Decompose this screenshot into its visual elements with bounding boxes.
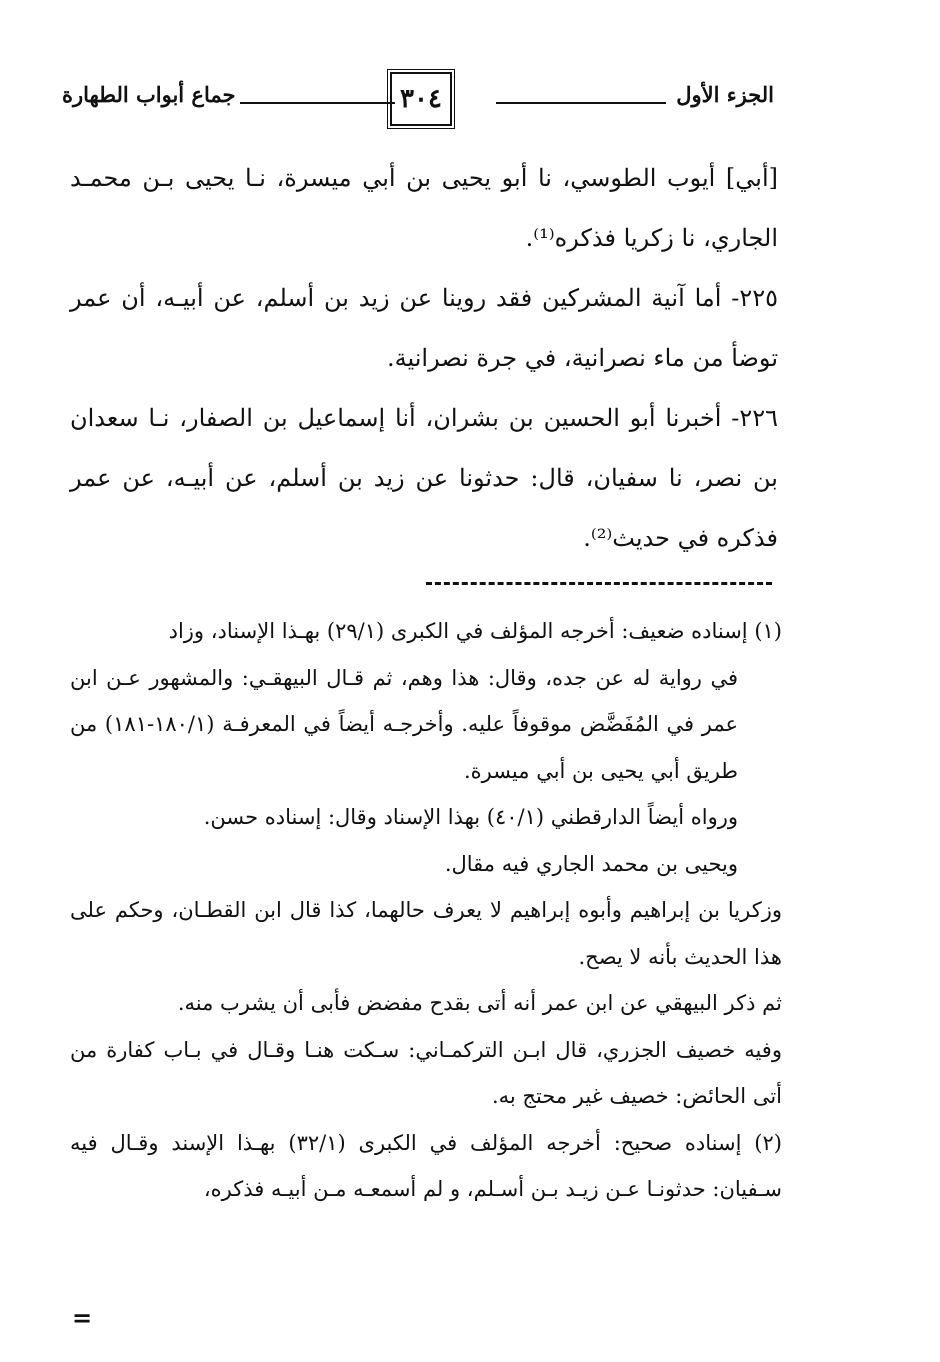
header-rule	[496, 102, 666, 104]
header-rule	[240, 102, 395, 104]
paragraph: ٢٢٥- أما آنية المشركين فقد روينا عن زيد بن أسلم، عن أبيـه، أن عمر توضأ من ماء نصرانية، في جرة نصرانية.	[70, 284, 778, 372]
paragraph: [أبي] أيوب الطوسي، نا أبو يحيى بن أبي ميسرة، نـا يحيى بـن محمـد الجاري، نا زكريا فذكره⁽¹⁾.	[70, 164, 778, 252]
footnote-paragraph: ثم ذكر البيهقي عن ابن عمر أنه أتى بقدح مفضض فأبى أن يشرب منه.	[177, 991, 782, 1015]
continuation-mark: =	[72, 1303, 93, 1332]
footnote-paragraph: في رواية له عن جده، وقال: هذا وهم، ثم قـال البيهقـي: والمشهور عـن ابن عمر في المُفَضَّض موقوفاً عليه. وأخرجـه أيضاً في المعرفـة (١٨٠/١-١٨١) من طريق أبي يحيى بن أبي ميسرة.	[70, 665, 738, 783]
footnote-paragraph: وزكريا بن إبراهيم وأبوه إبراهيم لا يعرف حالهما، كذا قال ابن القطـان، وحكم على هذا الحديث بأنه لا يصح.	[70, 898, 782, 969]
footnotes	[70, 608, 782, 1213]
footnote-paragraph: (١) إسناده ضعيف: أخرجه المؤلف في الكبرى (٢٩/١) بهـذا الإسناد، وزاد	[168, 619, 782, 643]
footnote-paragraph: ورواه أيضاً الدارقطني (٤٠/١) بهذا الإسناد وقال: إسناده حسن.	[203, 805, 738, 829]
footnote-paragraph: (٢) إسناده صحيح: أخرجه المؤلف في الكبرى (٣٢/١) بهـذا الإسند وقـال فيه سـفيان: حدثونـا عـن زيـد بـن أسـلم، و لم أسمعـه مـن أبيـه فذكره،	[70, 1130, 782, 1201]
footnote-separator	[426, 582, 772, 585]
running-header	[62, 72, 774, 130]
chapter-title: جماع أبواب الطهارة	[62, 82, 236, 107]
main-text	[70, 148, 778, 568]
paragraph: ٢٢٦- أخبرنا أبو الحسين بن بشران، أنا إسماعيل بن الصفار، نـا سعدان بن نصر، نا سفيان، قال: حدثونا عن زيد بن أسلم، عن أبيـه، عن عمر فذكره في حديث⁽²⁾.	[70, 404, 778, 552]
footnote-paragraph: ويحيى بن محمد الجاري فيه مقال.	[444, 851, 738, 876]
footnote-paragraph: وفيه خصيف الجزري، قال ابـن التركمـاني: سـكت هنـا وقـال في بـاب كفارة من أتى الحائض: خصيف غير محتج به.	[70, 1037, 782, 1108]
page-number: ٣٠٤	[390, 72, 452, 126]
volume-label: الجزء الأول	[676, 82, 774, 107]
